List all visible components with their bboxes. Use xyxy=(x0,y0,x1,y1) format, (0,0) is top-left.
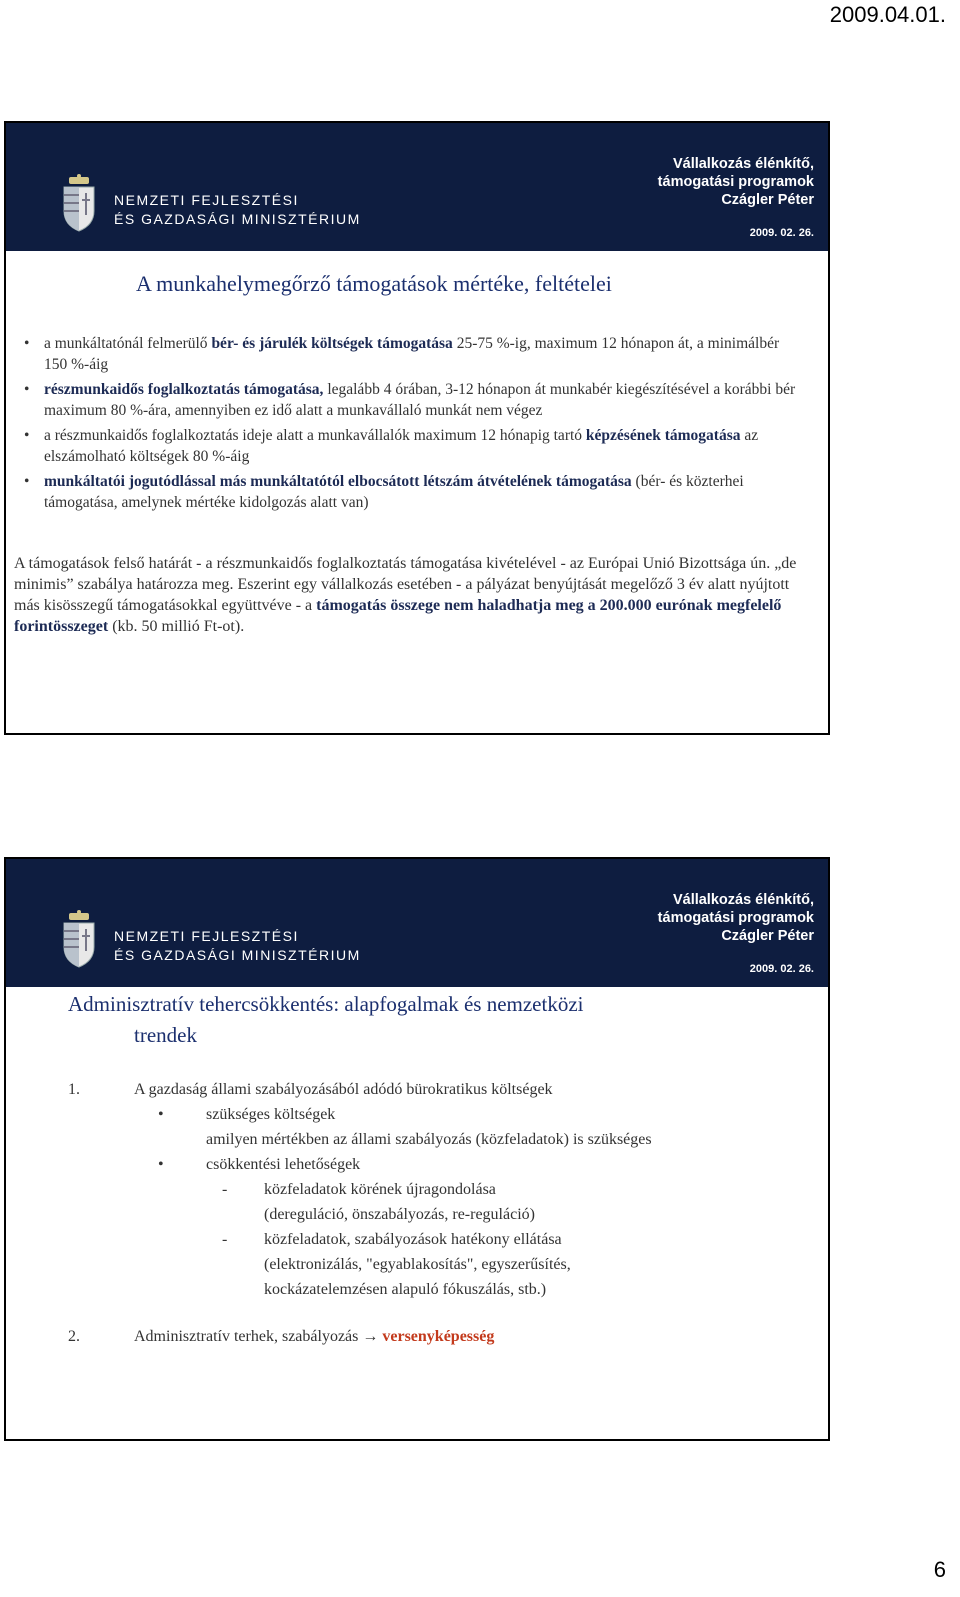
dash-item: - közfeladatok körének újragondolása xyxy=(222,1181,496,1198)
dash-item-detail: (dereguláció, önszabályozás, re-reguláció) xyxy=(264,1206,535,1223)
dash-item-detail: kockázatelemzésen alapuló fókuszálás, stb.) xyxy=(264,1281,547,1298)
de-minimis-paragraph: A támogatások felső határát - a részmunkaidős foglalkoztatás támogatása kivételével - az Európai Unió Bizottsága ún. „de minimis” szabálya határozza meg. Eszerint egy vállalkozás esetében - a pályázat benyújtását megelőző 3 év alatt nyújtott más kisösszegű támogatásokkal együttvéve - a támogatás összege nem haladhatja meg a 200.000 eurónak megfelelő forintösszeget (kb. 50 millió Ft-ot). xyxy=(14,555,797,635)
bullet-item: • munkáltatói jogutódlással más munkáltatótól elbocsátott létszám átvételének támogatása (bér- és közterhei támogatása, amelynek mértéke kidolgozás alatt van) xyxy=(24,473,744,511)
arrow-right-icon: → xyxy=(362,1328,379,1345)
page-date: 2009.04.01. xyxy=(829,2,946,27)
bullet-list xyxy=(24,333,804,517)
page-number: 6 xyxy=(933,1557,946,1582)
dash-item: - közfeladatok, szabályozások hatékony ellátása xyxy=(222,1231,562,1248)
presenter-name: Czágler Péter xyxy=(721,928,814,944)
coat-of-arms-icon xyxy=(58,909,100,969)
presentation-date: 2009. 02. 26. xyxy=(749,227,814,239)
bullet-item: • a munkáltatónál felmerülő bér- és járulék költségek támogatása 25-75 %-ig, maximum 12 hónapon át, a minimálbér 150 %-áig xyxy=(24,335,780,373)
slide-header-banner xyxy=(6,859,828,987)
slide-title: A munkahelymegőrző támogatások mértéke, feltételei xyxy=(136,271,612,296)
presentation-info xyxy=(658,891,814,945)
bullet-icon: • xyxy=(24,335,30,352)
presentation-title-line1: Vállalkozás élénkítő, xyxy=(672,156,814,172)
sub-bullet-detail: amilyen mértékben az állami szabályozás (közfeladatok) is szükséges xyxy=(206,1131,652,1148)
coat-of-arms-icon xyxy=(58,173,100,233)
bullet-icon: • xyxy=(158,1156,164,1173)
presenter-name: Czágler Péter xyxy=(721,192,814,208)
dash-item-detail: (elektronizálás, "egyablakosítás", egyszerűsítés, xyxy=(264,1256,571,1273)
competitiveness-highlight: versenyképesség xyxy=(382,1328,495,1345)
numbered-item: 1. A gazdaság állami szabályozásából adódó bürokratikus költségek xyxy=(68,1081,553,1098)
slide-header-banner xyxy=(6,123,828,251)
presentation-date: 2009. 02. 26. xyxy=(749,963,814,975)
bullet-icon: • xyxy=(24,473,30,490)
bullet-icon: • xyxy=(24,427,30,444)
presentation-info xyxy=(658,155,814,209)
slide-title: Adminisztratív tehercsökkentés: alapfogalmak és nemzetközi trendek xyxy=(68,992,584,1047)
numbered-item: 2. Adminisztratív terhek, szabályozás → versenyképesség xyxy=(68,1328,495,1345)
sub-bullet: • csökkentési lehetőségek xyxy=(68,1152,808,1177)
ministry-name: NEMZETI FEJLESZTÉSI ÉS GAZDASÁGI MINISZTÉRIUM xyxy=(114,192,361,227)
sub-bullet: • szükséges költségek xyxy=(68,1102,808,1127)
ministry-name: NEMZETI FEJLESZTÉSI ÉS GAZDASÁGI MINISZTÉRIUM xyxy=(114,928,361,963)
bullet-icon: • xyxy=(158,1106,164,1123)
bullet-item: • a részmunkaidős foglalkoztatás ideje alatt a munkavállalók maximum 12 hónapig tartó képzésének támogatása az elszámolható költségek 80 %-áig xyxy=(24,427,759,465)
slide-2 xyxy=(4,857,830,1441)
presentation-title-line2: támogatási programok xyxy=(657,174,814,190)
slide-body xyxy=(68,1077,808,1349)
bullet-item: • részmunkaidős foglalkoztatás támogatása, legalább 4 órában, 3-12 hónapon át munkabér kiegészítésével a korábbi bér maximum 80 %-ára, amennyiben ez idő alatt a munkavállaló munkát nem végez xyxy=(24,381,796,419)
presentation-title-line2: támogatási programok xyxy=(657,910,814,926)
presentation-title-line1: Vállalkozás élénkítő, xyxy=(672,892,814,908)
bullet-icon: • xyxy=(24,381,30,398)
slide-1 xyxy=(4,121,830,735)
